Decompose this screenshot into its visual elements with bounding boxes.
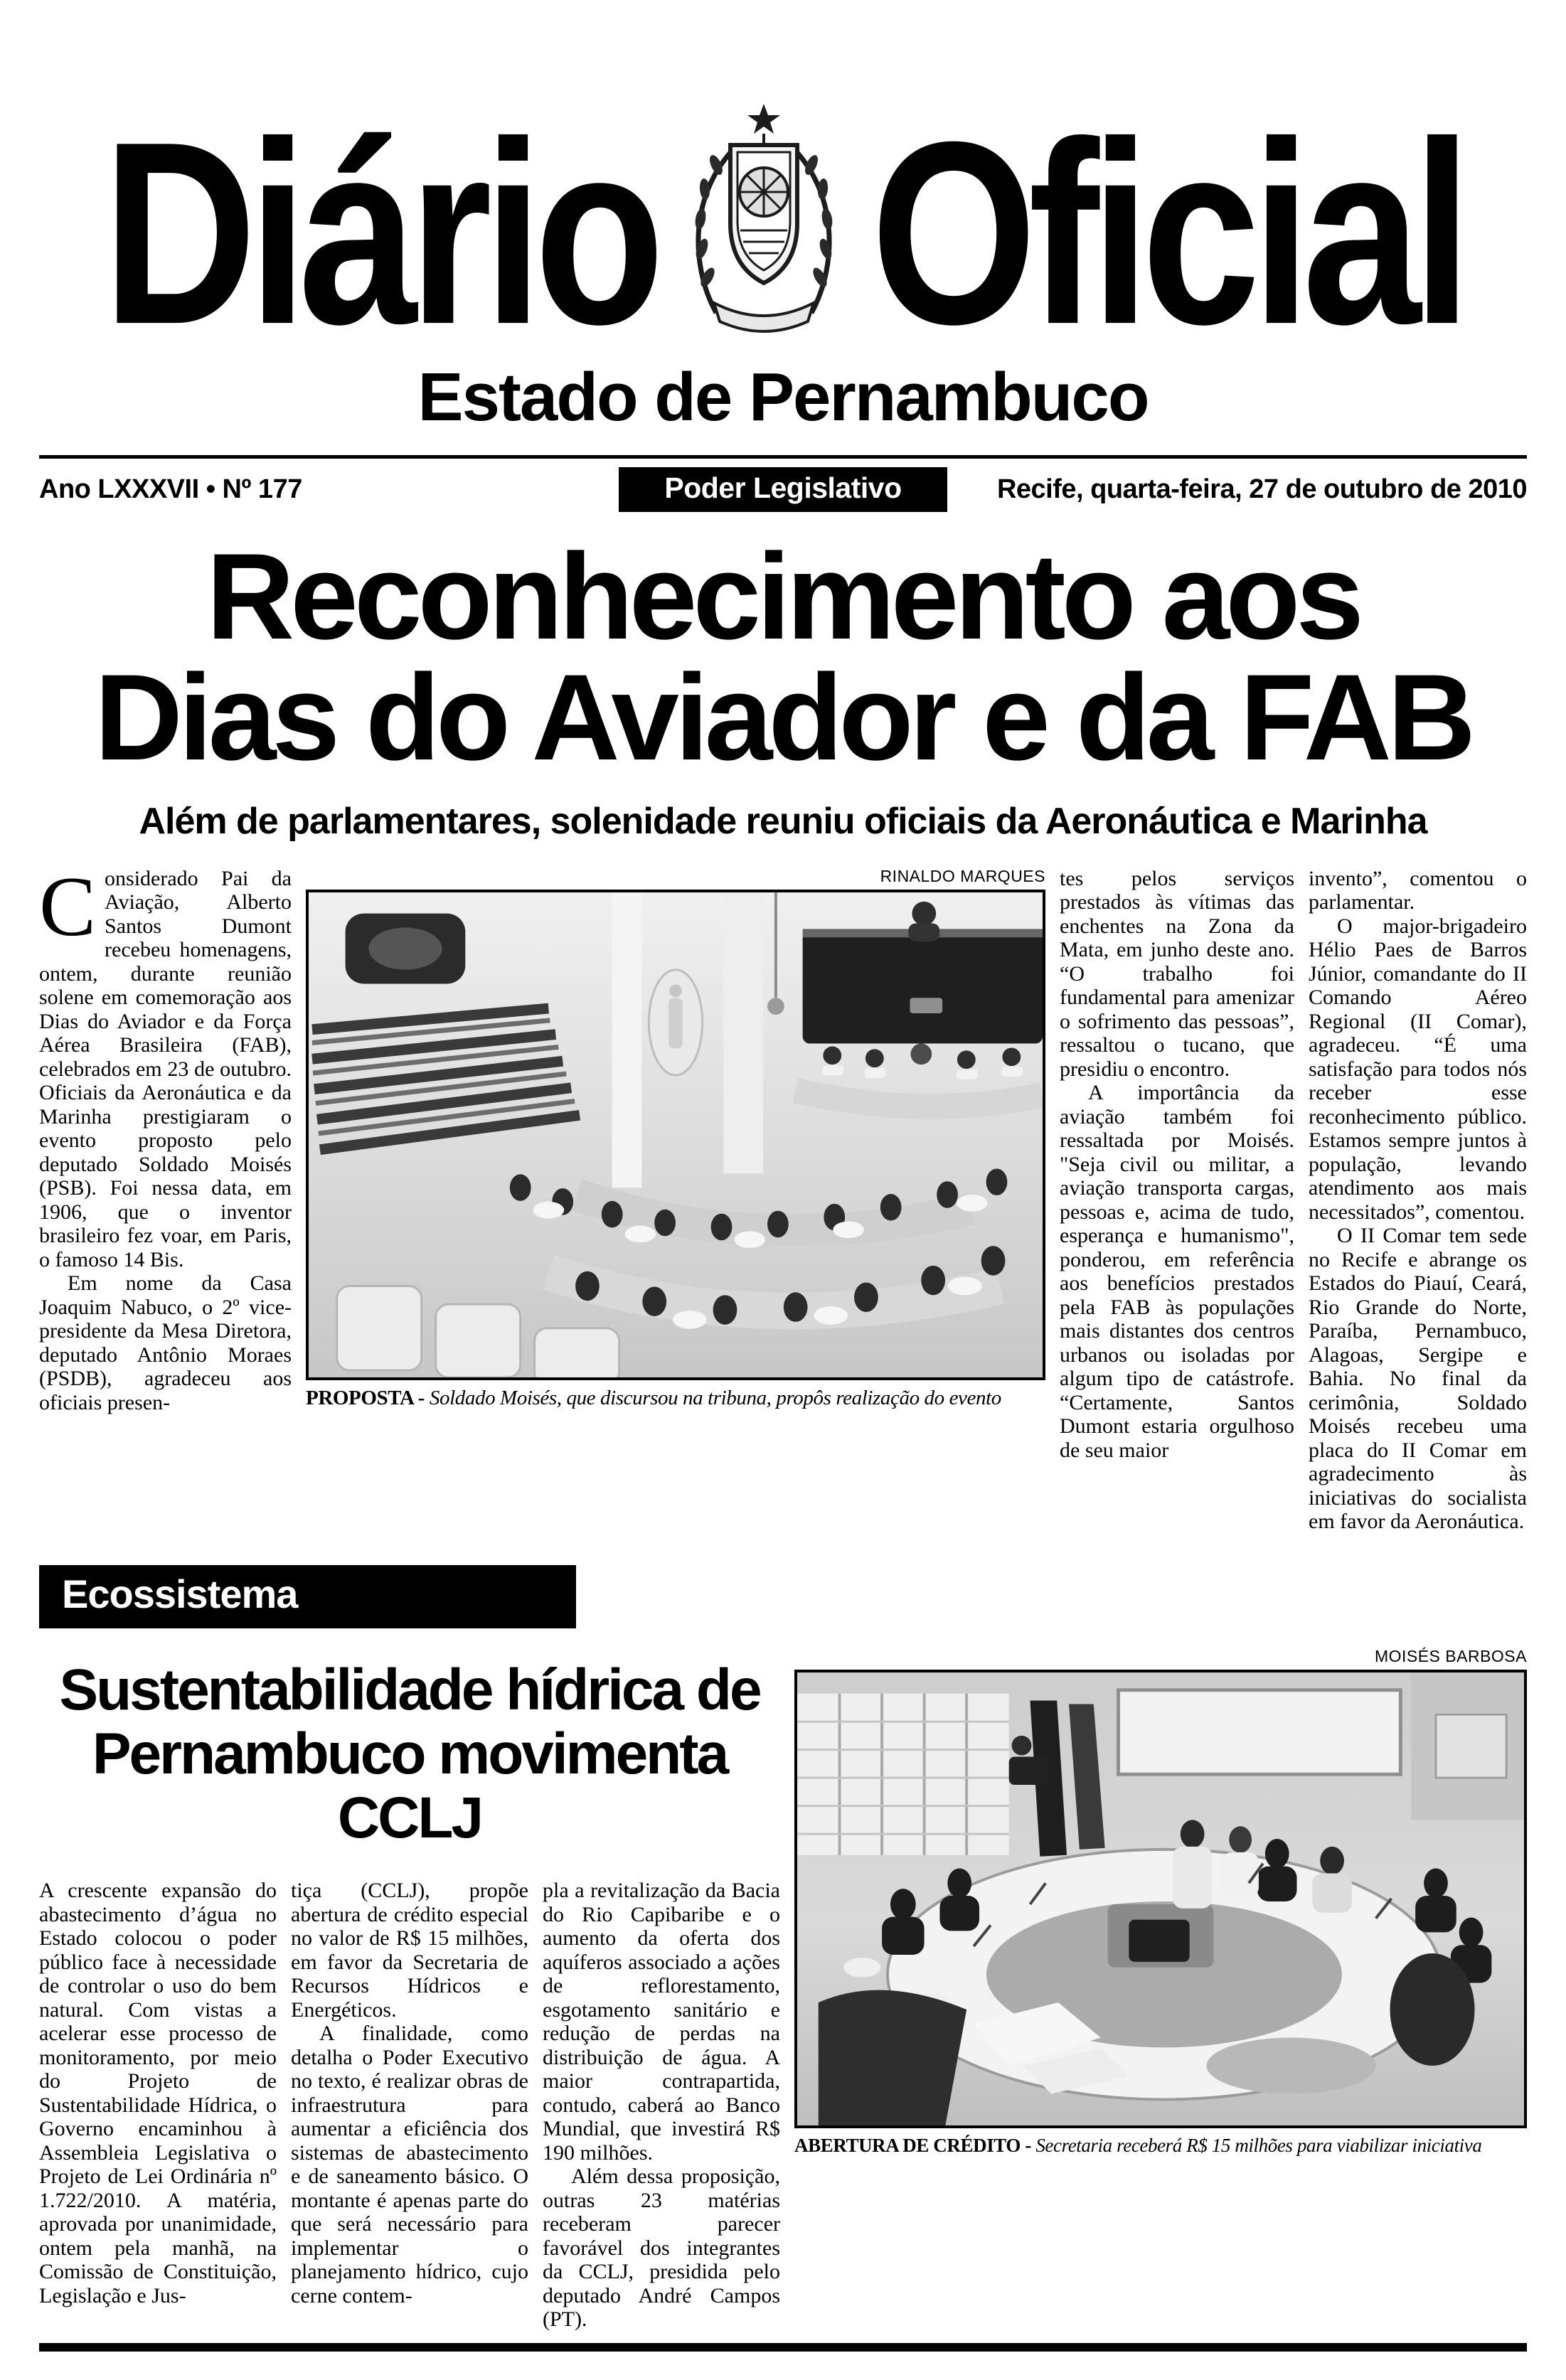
assembly-session-photo-art: [309, 892, 1043, 1377]
newspaper-title-right: Oficial: [870, 87, 1464, 379]
newspaper-subtitle: Estado de Pernambuco: [417, 359, 1149, 435]
section-badge: Poder Legislativo: [619, 467, 947, 512]
article-paragraph: tiça (CCLJ), propõe abertura de crédito especial no valor de R$ 15 milhões, em favor da Secretaria de Recursos Hídricos e Energéticos.: [291, 1879, 528, 2022]
article-paragraph: A finalidade, como detalha o Poder Executivo no texto, é realizar obras de infraestrutura para aumentar a eficiência dos sistemas de abastecimento e de saneamento básico. O montante é apenas parte do que será necessário para implementar o planejamento hídrico, cujo cerne contem-: [291, 2022, 528, 2307]
second-article-columns: [39, 1879, 780, 2332]
article-paragraph: Em nome da Casa Joaquim Nabuco, o 2º vice-presidente da Mesa Diretora, deputado Antônio Moraes (PSDB), agradeceu aos oficiais presen-: [39, 1271, 292, 1414]
second-photo-caption: [794, 2135, 1527, 2157]
article-paragraph: Além dessa proposição, outras 23 matérias receberam parecer favorável dos integrantes da CCLJ, presidida pelo deputado André Campos (PT).: [543, 2165, 780, 2332]
article-paragraph: A crescente expansão do abastecimento d’água no Estado colocou o poder público face à necessidade de controlar o uso do bem natural. Com vistas a acelerar esse processo de monitoramento, por meio do Projeto de Sustentabilidade Hídrica, o Governo encaminhou à Assembleia Legislativa o Projeto de Lei Ordinária nº 1.722/2010. A matéria, aprovada por unanimidade, ontem pela manhã, na Comissão de Constituição, Legislação e Jus-: [39, 1879, 277, 2307]
second-photo-block: [794, 1647, 1527, 2332]
committee-meeting-photo-art: [797, 1672, 1524, 2125]
lead-caption-lead: PROPOSTA -: [306, 1386, 425, 1409]
article-paragraph: pla a revitalização da Bacia do Rio Capibaribe e o aumento da oferta dos aquíferos associado a ações de reflorestamento, esgotamento sanitário e redução de perdas na distribuição de água. A maior contrapartida, contudo, caberá ao Banco Mundial, que investirá R$ 190 milhões.: [543, 1879, 780, 2165]
article-paragraph: Considerado Pai da Aviação, Alberto Santos Dumont recebeu homenagens, ontem, durante reunião solene em comemoração aos Dias do Aviador e da Força Aérea Brasileira (FAB), celebrados em 23 de outubro. Oficiais da Aeronáutica e da Marinha prestigiaram o evento proposto pelo deputado Soldado Moisés (PSB). Foi nessa data, em 1906, que o inventor brasileiro fez voar, em Paris, o famoso 14 Bis.: [39, 858, 292, 1271]
masthead-divider: [39, 455, 1527, 459]
section-banner-ecossistema: Ecossistema: [39, 1565, 576, 1628]
pernambuco-coat-of-arms-icon: [675, 100, 853, 334]
second-article-column-2: [291, 1879, 528, 2332]
lead-headline-line2: Dias do Aviador e da FAB: [94, 649, 1472, 786]
masthead: [39, 87, 1527, 379]
lead-article-column-1: [39, 858, 292, 1534]
article-paragraph: A importância da aviação também foi ressaltada por Moisés. "Seja civil ou militar, a aviação transporta cargas, pessoas e, acima de tudo, esperança e humanismo", ponderou, em referência aos benefícios prestados pela FAB às populações mais distantes dos centros urbanos ou isoladas por algum tipo de catástrofe. “Certamente, Santos Dumont estaria orgulhoso de seu maior: [1060, 1081, 1294, 1462]
lead-article-column-2: [1060, 867, 1294, 1534]
second-photo-credit: MOISÉS BARBOSA: [1374, 1646, 1527, 1665]
second-article: [39, 1647, 1527, 2332]
second-caption-text: Secretaria receberá R$ 15 milhões para viabilizar iniciativa: [1030, 2134, 1482, 2156]
dateline: Recife, quarta-feira, 27 de outubro de 2010: [996, 474, 1528, 504]
committee-meeting-photo: [794, 1670, 1527, 2128]
lead-caption-text: Soldado Moisés, que discursou na tribuna, propôs realização do evento: [425, 1386, 1001, 1409]
second-headline: [39, 1658, 780, 1851]
info-bar: [39, 467, 1527, 512]
second-headline-line2: Pernambuco movimenta CCLJ: [92, 1721, 728, 1850]
bottom-page-rule: [39, 2343, 1527, 2352]
lead-photo-credit: RINALDO MARQUES: [880, 866, 1045, 885]
lead-photo-block: [306, 867, 1045, 1534]
article-paragraph: tes pelos serviços prestados às vítimas das enchentes na Zona da Mata, em junho deste ano. “O trabalho foi fundamental para amenizar o sofrimento das pessoas”, ressaltou o tucano, que presidiu o encontro.: [1060, 866, 1294, 1081]
second-headline-line1: Sustentabilidade hídrica de: [59, 1657, 760, 1722]
lead-article-column-3: [1309, 867, 1527, 1534]
lead-subheadline: Além de parlamentares, solenidade reuniu oficiais da Aeronáutica e Marinha: [139, 800, 1427, 842]
assembly-session-photo: [306, 890, 1045, 1380]
second-caption-lead: ABERTURA DE CRÉDITO -: [794, 2134, 1031, 2156]
edition-info: Ano LXXXVII • Nº 177: [39, 474, 302, 504]
second-article-column-1: [39, 1879, 277, 2332]
article-paragraph: O major-brigadeiro Hélio Paes de Barros Júnior, comandante do II Comando Aéreo Regional (II Comar), agradeceu. “É uma satisfação para todos nós receber esse reconhecimento público. Estamos sempre juntos à população, levando atendimento aos mais necessitados”, comentou.: [1309, 914, 1527, 1224]
newspaper-title-left: Diário: [102, 87, 656, 379]
lead-headline: [39, 528, 1527, 786]
second-article-column-3: [543, 1879, 780, 2332]
article-paragraph: invento”, comentou o parlamentar.: [1309, 866, 1527, 914]
lead-photo-caption: [306, 1387, 1045, 1410]
article-paragraph: O II Comar tem sede no Recife e abrange os Estados do Piauí, Ceará, Rio Grande do Norte, Paraíba, Pernambuco, Alagoas, Sergipe e Bahia. No final da cerimônia, Soldado Moisés recebeu uma placa do II Comar em agradecimento às iniciativas do socialista em favor da Aeronáutica.: [1309, 1224, 1527, 1534]
lead-article: [39, 858, 1527, 1534]
second-article-left: [39, 1647, 780, 2332]
lead-headline-line1: Reconhecimento aos: [206, 528, 1360, 665]
